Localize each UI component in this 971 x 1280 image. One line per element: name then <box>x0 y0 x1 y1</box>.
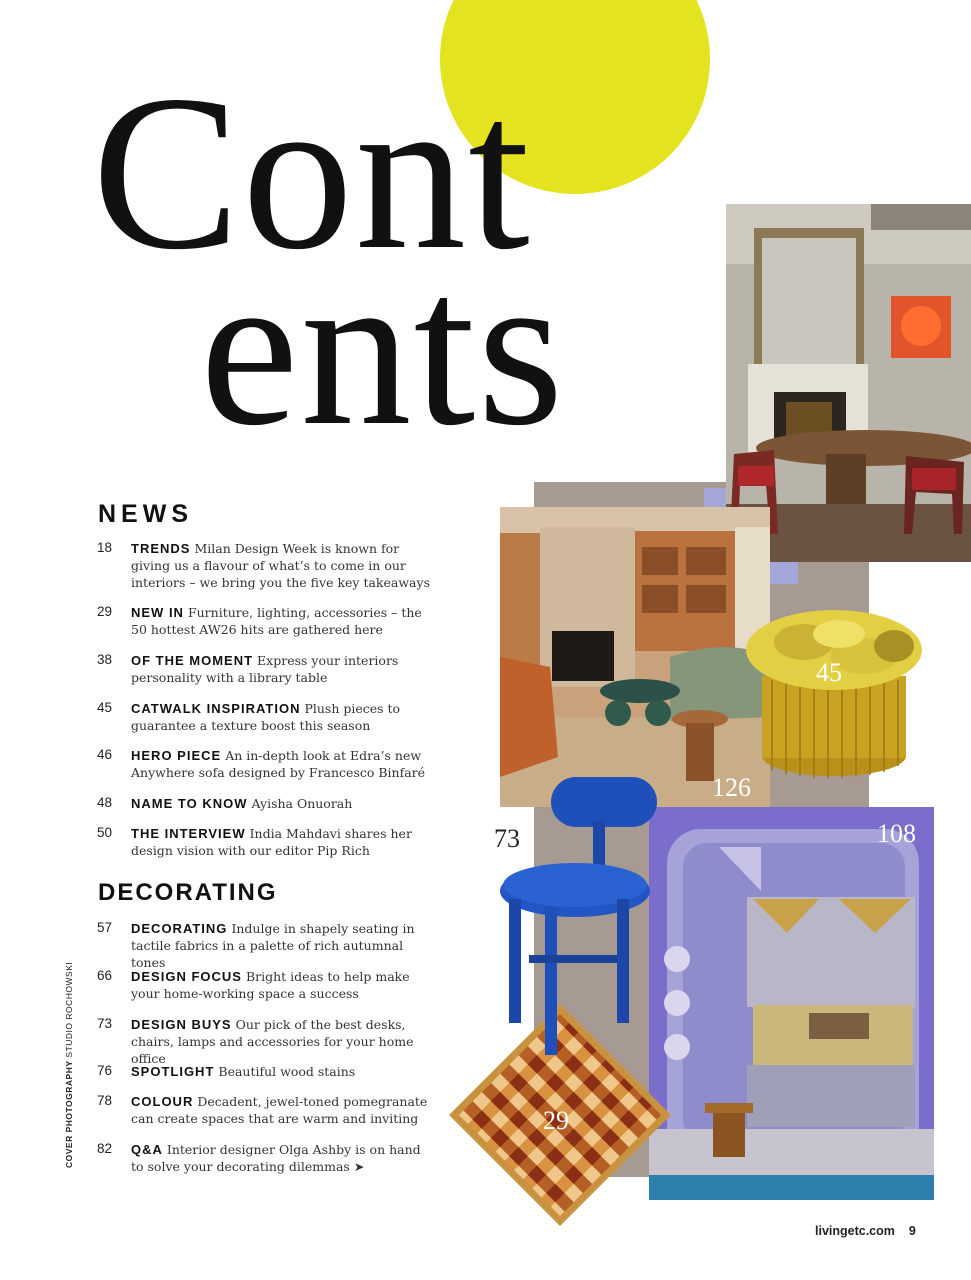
contents-entry[interactable] <box>97 652 437 686</box>
entry-page-number: 18 <box>97 540 113 555</box>
entry-page-number: 76 <box>97 1063 113 1078</box>
entry-description: Ayisha Onuorah <box>251 796 353 811</box>
kitchen-illustration <box>649 807 934 1200</box>
contents-entry[interactable] <box>97 1016 437 1067</box>
entry-page-number: 38 <box>97 652 113 667</box>
page-footer <box>815 1224 916 1238</box>
footer-page-number: 9 <box>908 1224 916 1238</box>
entry-description: Bright ideas to help make your home-working space a success <box>131 969 410 1001</box>
entry-keyword: OF THE MOMENT <box>131 653 254 668</box>
entry-page-number: 48 <box>97 795 113 810</box>
entry-keyword: NEW IN <box>131 605 184 620</box>
entry-keyword: DECORATING <box>131 921 228 936</box>
blue-chair-photo[interactable] <box>495 775 665 1055</box>
entry-keyword: Q&A <box>131 1142 163 1157</box>
entry-keyword: NAME TO KNOW <box>131 796 248 811</box>
chair-illustration <box>495 775 665 1055</box>
living-room-illustration <box>500 507 770 807</box>
contents-entry[interactable] <box>97 747 437 781</box>
cover-photography-credit <box>64 962 74 1168</box>
news-section-heading: NEWS <box>98 500 193 528</box>
entry-keyword: DESIGN FOCUS <box>131 969 242 984</box>
entry-keyword: THE INTERVIEW <box>131 826 246 841</box>
entry-keyword: COLOUR <box>131 1094 194 1109</box>
page-title-line-1: Cont <box>92 50 532 296</box>
photo-page-number: 29 <box>543 1106 569 1135</box>
contents-entry[interactable] <box>97 1063 437 1080</box>
entry-description: Our pick of the best desks, chairs, lamps and accessories for your home office <box>131 1017 414 1066</box>
entry-page-number: 57 <box>97 920 113 935</box>
entry-page-number: 73 <box>97 1016 113 1031</box>
contents-entry[interactable] <box>97 920 437 971</box>
entry-page-number: 78 <box>97 1093 113 1108</box>
pouf-illustration <box>744 606 924 786</box>
living-room-photo[interactable] <box>500 507 770 807</box>
page-title-line-2: ents <box>200 226 566 472</box>
contents-entry[interactable] <box>97 540 437 591</box>
photo-page-number: 126 <box>712 773 751 802</box>
contents-entry[interactable] <box>97 1093 437 1127</box>
entry-keyword: DESIGN BUYS <box>131 1017 232 1032</box>
entry-page-number: 50 <box>97 825 113 840</box>
contents-entry[interactable] <box>97 825 437 859</box>
photo-page-number-73: 73 <box>494 824 520 853</box>
entry-description: Beautiful wood stains <box>218 1064 356 1079</box>
credit-name: STUDIO ROCHOWSKI <box>64 961 74 1058</box>
entry-description: Plush pieces to guarantee a texture boost this season <box>131 701 401 733</box>
entry-description: Express your interiors personality with a library table <box>131 653 399 685</box>
entry-keyword: SPOTLIGHT <box>131 1064 215 1079</box>
contents-entry[interactable] <box>97 795 437 812</box>
footer-site: livingetc.com <box>815 1224 895 1238</box>
entry-keyword: TRENDS <box>131 541 191 556</box>
entry-description: Indulge in shapely seating in tactile fabrics in a palette of rich autumnal tones <box>131 921 415 970</box>
entry-description: An in-depth look at Edra’s new Anywhere sofa designed by Francesco Binfaré <box>131 748 426 780</box>
contents-entry[interactable] <box>97 604 437 638</box>
entry-page-number: 45 <box>97 700 113 715</box>
contents-entry[interactable] <box>97 968 437 1002</box>
entry-page-number: 46 <box>97 747 113 762</box>
credit-label: COVER PHOTOGRAPHY <box>64 1060 74 1168</box>
entry-description: Interior designer Olga Ashby is on hand to solve your decorating dilemmas ➤ <box>131 1142 421 1174</box>
photo-page-number: 108 <box>877 819 916 848</box>
entry-page-number: 29 <box>97 604 113 619</box>
contents-entry[interactable] <box>97 700 437 734</box>
entry-description: Furniture, lighting, accessories – the 50 hottest AW26 hits are gathered here <box>131 605 422 637</box>
lilac-kitchen-photo[interactable] <box>649 807 934 1200</box>
entry-page-number: 82 <box>97 1141 113 1156</box>
photo-page-number: 45 <box>816 658 842 687</box>
decorating-section-heading: DECORATING <box>98 879 278 906</box>
entry-page-number: 66 <box>97 968 113 983</box>
entry-keyword: CATWALK INSPIRATION <box>131 701 301 716</box>
entry-description: India Mahdavi shares her design vision with our editor Pip Rich <box>131 826 412 858</box>
entry-description: Decadent, jewel-toned pomegranate can create spaces that are warm and inviting <box>131 1094 428 1126</box>
furry-pouf-photo[interactable] <box>744 606 924 786</box>
entry-keyword: HERO PIECE <box>131 748 222 763</box>
contents-entry[interactable] <box>97 1141 437 1175</box>
entry-description: Milan Design Week is known for giving us a flavour of what’s to come in our interiors – we bring you the five key takeaways <box>131 541 430 590</box>
